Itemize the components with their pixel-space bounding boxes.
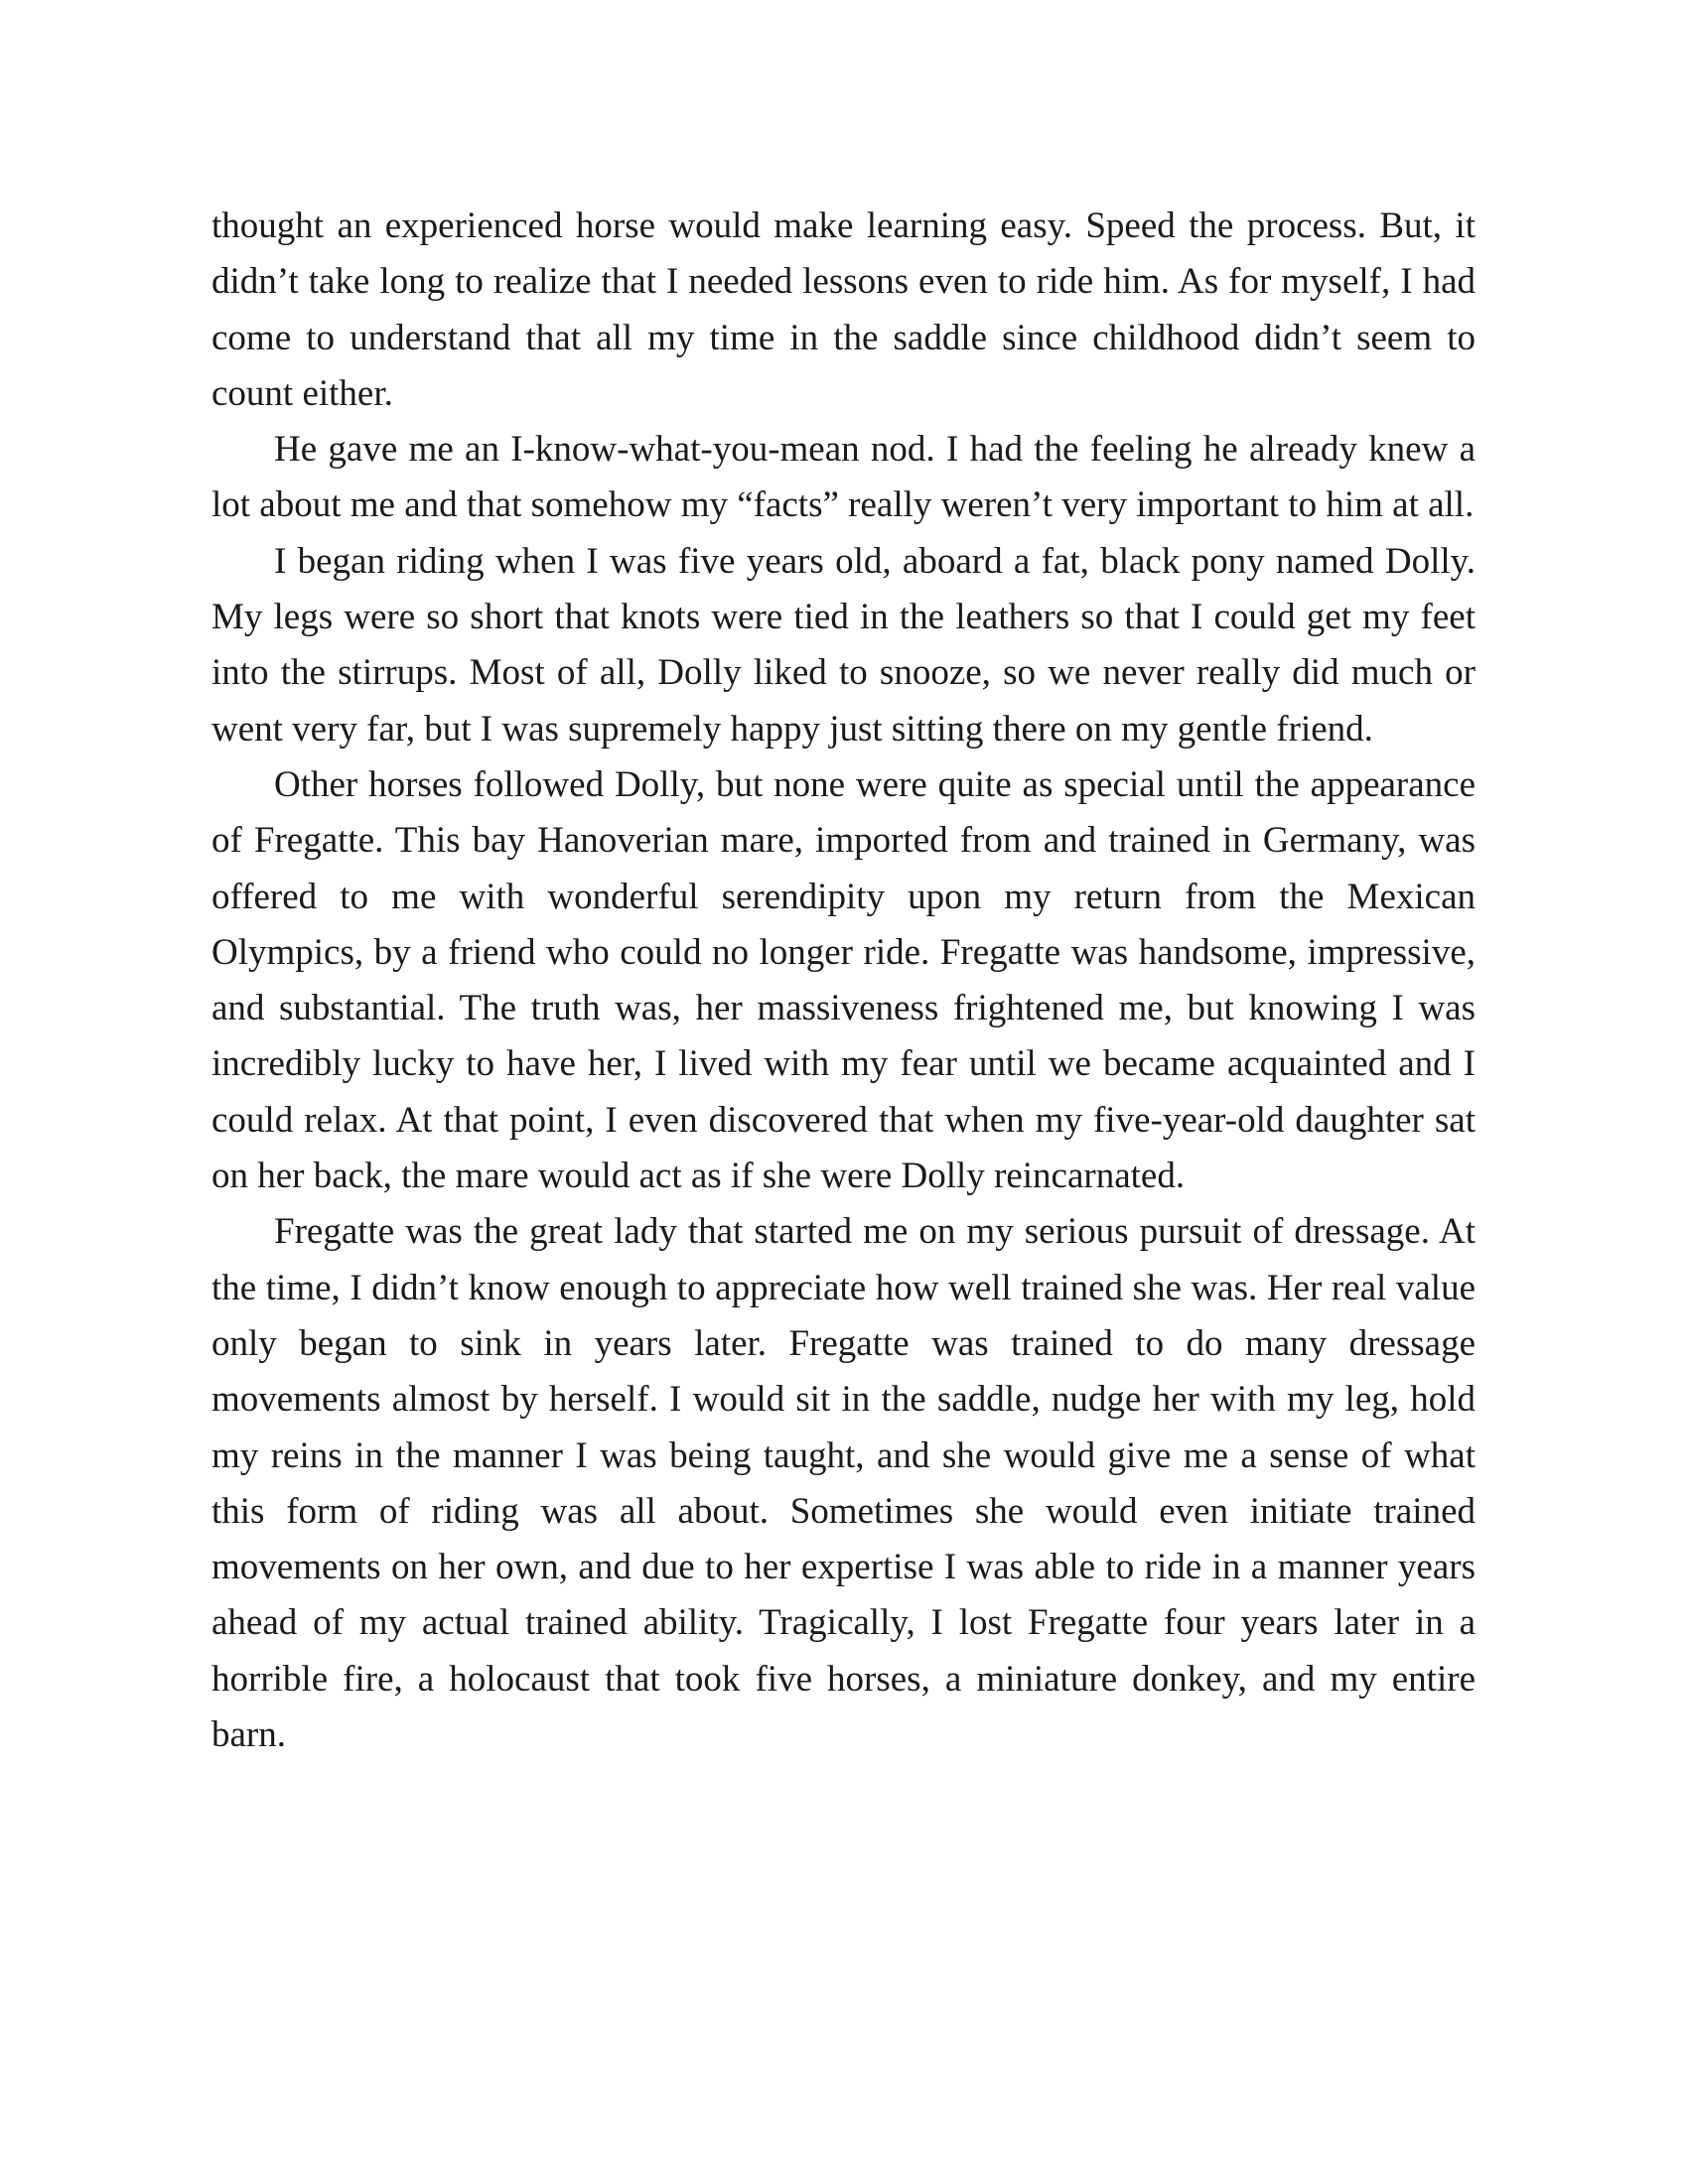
paragraph-3: I began riding when I was five years old, aboard a fat, black pony named Dolly. My legs were so short that knots were tied in the leathers so that I could get my feet into the stirrups. Most of all, Dolly liked to snooze, so we never really did much or went very far, but I was supremely happy just sitting there on my gentle friend. (211, 540, 1476, 750)
paragraph-1: thought an experienced horse would make learning easy. Speed the process. But, it didn’t take long to realize that I needed lessons even to ride him. As for myself, I had come to understand that all my time in the saddle since childhood didn’t seem to count either. (211, 205, 1476, 414)
paragraph-2: He gave me an I-know-what-you-mean nod. I had the feeling he already knew a lot about me and that somehow my “facts” really weren’t very important to him at all. (211, 429, 1476, 526)
page-body (211, 199, 1476, 1763)
paragraph-5: Fregatte was the great lady that started me on my serious pursuit of dressage. At the time, I didn’t know enough to appreciate how well trained she was. Her real value only began to sink in years later. Fregatte was trained to do many dressage movements almost by herself. I would sit in the saddle, nudge her with my leg, hold my reins in the manner I was being taught, and she would give me a sense of what this form of riding was all about. Sometimes she would even initiate trained movements on her own, and due to her expertise I was able to ride in a manner years ahead of my actual trained ability. Tragically, I lost Fregatte four years later in a horrible fire, a holocaust that took five horses, a miniature donkey, and my entire barn. (211, 1211, 1476, 1756)
paragraph-4: Other horses followed Dolly, but none were quite as special until the appearance of Fregatte. This bay Hanoverian mare, imported from and trained in Germany, was offered to me with wonderful serendipity upon my return from the Mexican Olympics, by a friend who could no longer ride. Fregatte was handsome, impressive, and substantial. The truth was, her massiveness frightened me, but knowing I was incredibly lucky to have her, I lived with my fear until we became acquainted and I could relax. At that point, I even discovered that when my five-year-old daughter sat on her back, the mare would act as if she were Dolly reincarnated. (211, 763, 1476, 1197)
